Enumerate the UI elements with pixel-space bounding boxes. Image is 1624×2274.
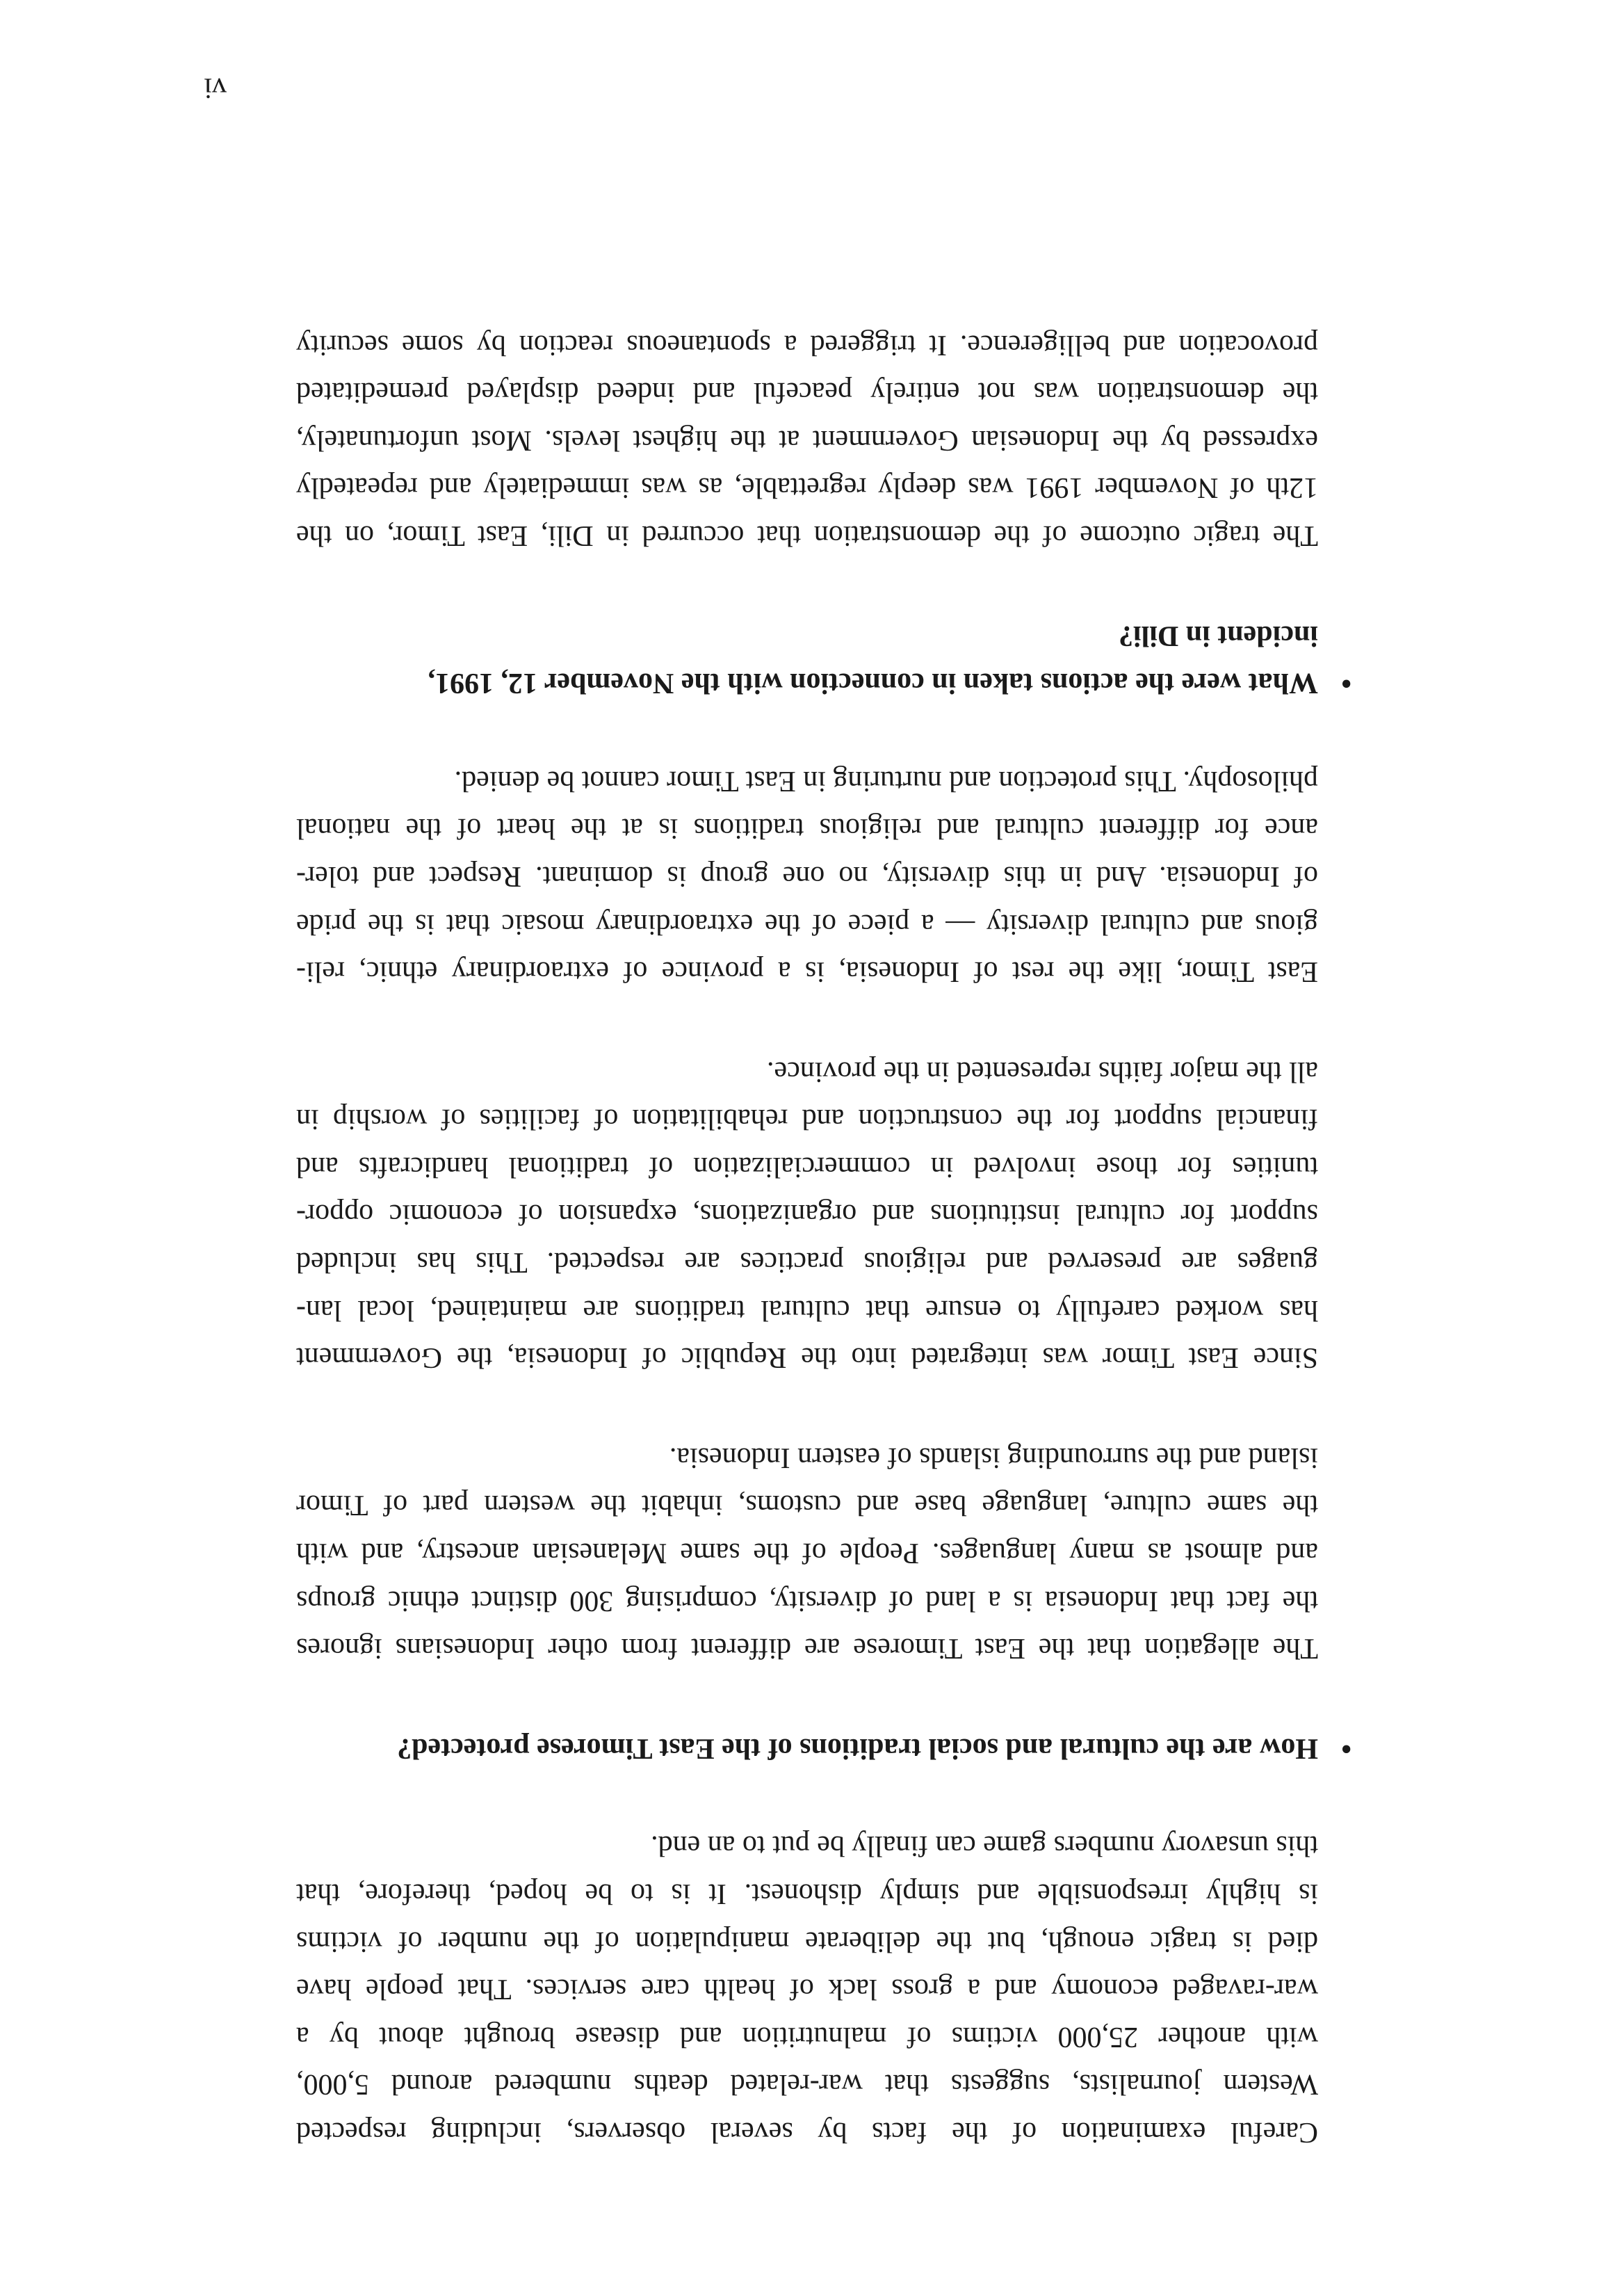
text-line: has worked carefully to ensure that cultural traditions are maintained, local lan- (296, 1293, 1318, 1326)
text-line: Western journalists, suggests that war-related deaths numbered around 5,000, (296, 2068, 1318, 2101)
paragraph-victims (296, 1822, 1318, 2156)
paragraph-diversity (296, 1433, 1318, 1672)
text-line: tunities for those involved in commercialization of traditional handicrafts and (296, 1150, 1318, 1183)
text-line: expressed by the Indonesian Government at the highest levels. Most unfortunately, (296, 424, 1318, 456)
paragraph-government-support (296, 1047, 1318, 1381)
text-line: East Timor, like the rest of Indonesia, is a province of extraordinary ethnic, reli- (296, 955, 1318, 988)
text-line: Since East Timor was integrated into the Republic of Indonesia, the Government (296, 1341, 1318, 1374)
text-line: all the major faiths represented in the province. (766, 1055, 1318, 1088)
text-line: and almost as many languages. People of the same Melanesian ancestry, and with (296, 1537, 1318, 1570)
bullet-icon: • (1341, 1732, 1351, 1764)
text-line: financial support for the construction and rehabilitation of facilities of worship in (296, 1103, 1318, 1136)
heading-line: incident in Dili? (1118, 619, 1318, 652)
text-line: support for cultural institutions and organizations, expansion of economic oppor- (296, 1198, 1318, 1231)
page-body (296, 321, 1351, 2156)
text-line: gious and cultural diversity — a piece of the extraordinary mosaic that is the pride (296, 908, 1318, 940)
text-line: with another 25,000 victims of malnutrition and disease brought about by a (296, 2020, 1318, 2053)
paragraph-mosaic (296, 757, 1318, 995)
text-line: island and the surrounding islands of eastern Indonesia. (669, 1441, 1318, 1474)
text-line: this unsavory numbers game can finally be put to an end. (651, 1830, 1318, 1862)
text-line: the demonstration was not entirely peaceful and indeed displayed premeditated (296, 376, 1318, 409)
section-heading-dili-incident (330, 611, 1351, 707)
heading-line: What were the actions taken in connection with the November 12, 1991, (428, 667, 1318, 700)
text-line: 12th of November 1991 was deeply regrettable, as was immediately and repeatedly (296, 471, 1318, 504)
text-line: died is tragic enough, but the deliberate manipulation of the number of victims (296, 1925, 1318, 1958)
text-line: The tragic outcome of the demonstration that occurred in Dili, East Timor, on the (296, 519, 1318, 551)
text-line: war-ravaged economy and a gross lack of health care services. That people have (296, 1973, 1318, 2006)
heading-line: How are the cultural and social traditions of the East Timorese protected? (397, 1732, 1318, 1764)
text-line: the same culture, language base and customs, inhabit the western part of Timor (296, 1489, 1318, 1522)
text-line: is highly irresponsible and simply dishonest. It is to be hoped, therefore, that (296, 1878, 1318, 1910)
text-line: the fact that Indonesia is a land of diversity, comprising 300 distinct ethnic groups (296, 1584, 1318, 1617)
text-line: guages are preserved and religious practices are respected. This has included (296, 1246, 1318, 1279)
paragraph-demonstration (296, 321, 1318, 559)
text-line: of Indonesia. And in this diversity, no one group is dominant. Respect and toler- (296, 860, 1318, 892)
text-line: The allegation that the East Timorese are different from other Indonesians ignores (296, 1632, 1318, 1665)
text-line: philosophy. This protection and nurturing in East Timor cannot be denied. (454, 764, 1318, 797)
text-line: ance for different cultural and religious traditions is at the heart of the national (296, 812, 1318, 845)
text-line: provocation and belligerence. It triggered a spontaneous reaction by some security (296, 328, 1318, 361)
bullet-icon: • (1341, 667, 1351, 700)
section-heading-cultural-traditions (330, 1724, 1351, 1772)
text-line: Careful examination of the facts by several observers, including respected (296, 2116, 1318, 2148)
page-number: vi (204, 72, 227, 104)
